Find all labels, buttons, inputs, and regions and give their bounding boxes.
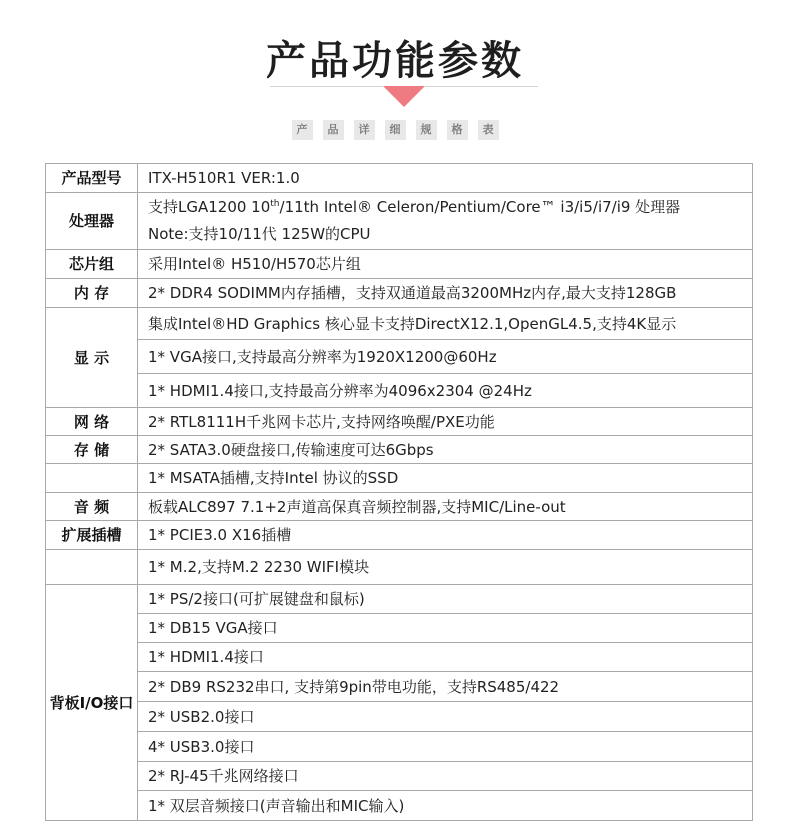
cpu-line-1: 支持LGA1200 10th/11th Intel® Celeron/Pentium/Core™ i3/i5/i7/i9 处理器: [148, 198, 681, 216]
io-value: 1* HDMI1.4接口: [138, 643, 753, 672]
table-row: [46, 374, 753, 408]
cpu-value: [138, 193, 753, 250]
storage-value-2: 1* MSATA插槽,支持Intel 协议的SSD: [138, 464, 753, 493]
subtitle-tags: [0, 120, 790, 140]
memory-label: 内 存: [46, 279, 138, 308]
table-row: [46, 550, 753, 585]
io-value: 1* PS/2接口(可扩展键盘和鼠标): [138, 585, 753, 614]
table-row: [46, 493, 753, 521]
table-row: [46, 732, 753, 762]
table-row: [46, 762, 753, 791]
down-triangle-icon: [383, 86, 425, 107]
model-value: ITX-H510R1 VER:1.0: [138, 164, 753, 193]
io-value: 2* DB9 RS232串口, 支持第9pin带电功能，支持RS485/422: [138, 672, 753, 702]
subtitle-char: 详: [354, 120, 375, 140]
subtitle-char: 表: [478, 120, 499, 140]
expansion-value: 1* PCIE3.0 X16插槽: [138, 521, 753, 550]
display-label: 显 示: [46, 308, 138, 408]
table-row: [46, 436, 753, 464]
storage-label-empty: [46, 464, 138, 493]
expansion-label-empty: [46, 550, 138, 585]
display-value-2: 1* VGA接口,支持最高分辨率为1920X1200@60Hz: [138, 340, 753, 374]
io-value: 2* RJ-45千兆网络接口: [138, 762, 753, 791]
table-row: [46, 308, 753, 340]
model-label: 产品型号: [46, 164, 138, 193]
cpu-line-2: Note:支持10/11代 125W的CPU: [148, 225, 371, 243]
table-row: [46, 250, 753, 279]
page-title: 产品功能参数: [266, 38, 524, 84]
subtitle-char: 细: [385, 120, 406, 140]
io-value: 4* USB3.0接口: [138, 732, 753, 762]
table-row: [46, 672, 753, 702]
table-row: [46, 464, 753, 493]
io-value: 2* USB2.0接口: [138, 702, 753, 732]
subtitle-char: 产: [292, 120, 313, 140]
table-row: [46, 614, 753, 643]
spec-table: [45, 163, 753, 821]
table-row: [46, 340, 753, 374]
chipset-value: 采用Intel® H510/H570芯片组: [138, 250, 753, 279]
title-divider-right: [425, 86, 538, 87]
subtitle-char: 格: [447, 120, 468, 140]
table-row: [46, 791, 753, 821]
io-value: 1* 双层音频接口(声音输出和MIC输入): [138, 791, 753, 821]
network-value: 2* RTL8111H千兆网卡芯片,支持网络唤醒/PXE功能: [138, 408, 753, 436]
table-row: [46, 408, 753, 436]
display-value-3: 1* HDMI1.4接口,支持最高分辨率为4096x2304 @24Hz: [138, 374, 753, 408]
table-row: [46, 702, 753, 732]
expansion-label: 扩展插槽: [46, 521, 138, 550]
table-row: [46, 643, 753, 672]
audio-value: 板载ALC897 7.1+2声道高保真音频控制器,支持MIC/Line-out: [138, 493, 753, 521]
memory-value: 2* DDR4 SODIMM内存插槽，支持双通道最高3200MHz内存,最大支持128GB: [138, 279, 753, 308]
display-value-1: 集成Intel®HD Graphics 核心显卡支持DirectX12.1,OpenGL4.5,支持4K显示: [138, 308, 753, 340]
chipset-label: 芯片组: [46, 250, 138, 279]
audio-label: 音 频: [46, 493, 138, 521]
expansion-value-2: 1* M.2,支持M.2 2230 WIFI模块: [138, 550, 753, 585]
table-row: [46, 164, 753, 193]
io-value: 1* DB15 VGA接口: [138, 614, 753, 643]
table-row: [46, 521, 753, 550]
network-label: 网 络: [46, 408, 138, 436]
storage-label: 存 储: [46, 436, 138, 464]
subtitle-char: 规: [416, 120, 437, 140]
table-row: [46, 585, 753, 614]
storage-value: 2* SATA3.0硬盘接口,传输速度可达6Gbps: [138, 436, 753, 464]
table-row: [46, 193, 753, 250]
subtitle-char: 品: [323, 120, 344, 140]
io-label: 背板I/O接口: [46, 585, 138, 821]
table-row: [46, 279, 753, 308]
cpu-label: 处理器: [46, 193, 138, 250]
title-divider-left: [270, 86, 383, 87]
